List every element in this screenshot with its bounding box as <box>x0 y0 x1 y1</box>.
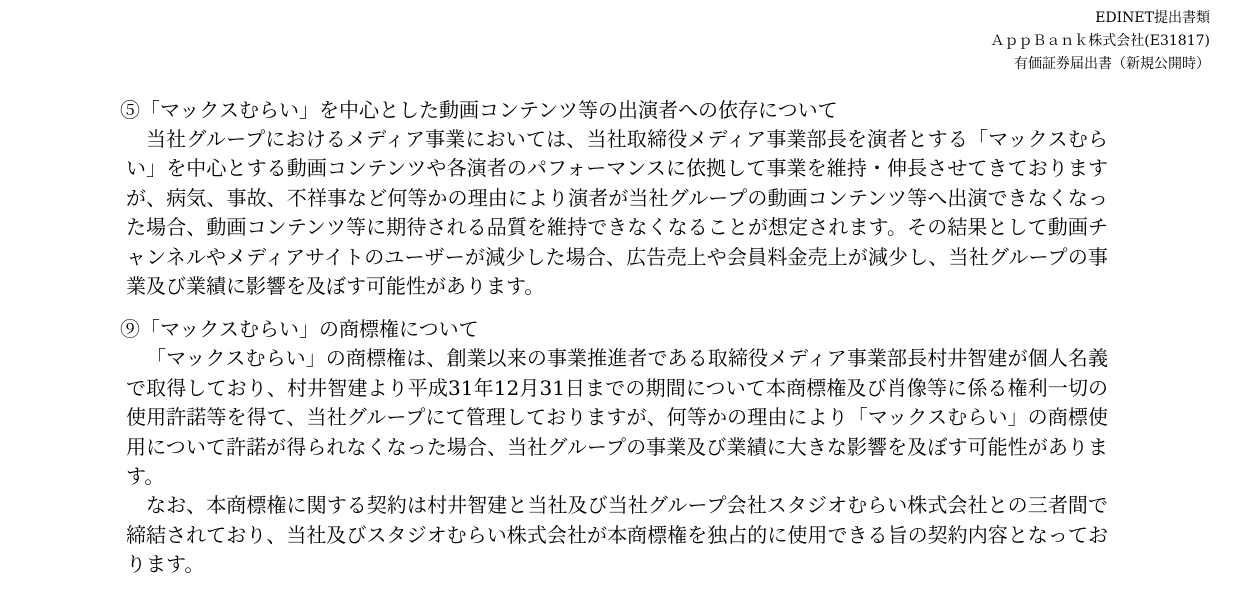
section-9-trademark-rights <box>120 315 1108 579</box>
header-company-name: ＡｐｐＢａｎｋ株式会社(E31817) <box>990 33 1210 49</box>
section-5-heading: ⑤「マックスむらい」を中心とした動画コンテンツ等の出演者への依存について <box>120 98 838 122</box>
section-9-paragraph-1: 「マックスむらい」の商標権は、創業以来の事業推進者である取締役メディア事業部長村井智建が個人名義で取得しており、村井智建より平成31年12月31日までの期間について本商標権及び肖像等に係る権利一切の使用許諾等を得て、当社グループにて管理しておりますが、何等かの理由により「マックスむらい」の商標使用について許諾が得られなくなった場合、当社グループの事業及び業績に大きな影響を及ぼす可能性があります。 <box>126 346 1108 489</box>
header-filing-type: 有価証券届出書（新規公開時） <box>1014 56 1210 72</box>
header-doc-type: EDINET提出書類 <box>1095 10 1210 26</box>
edinet-header <box>0 0 1240 76</box>
section-5-paragraph-1: 当社グループにおけるメディア事業においては、当社取締役メディア事業部長を演者とする「マックスむらい」を中心とする動画コンテンツや各演者のパフォーマンスに依拠して事業を維持・伸長させてきておりますが、病気、事故、不祥事など何等かの理由により演者が当社グループの動画コンテンツ等へ出演できなくなった場合、動画コンテンツ等に期待される品質を維持できなくなることが想定されます。その結果として動画チャンネルやメディアサイトのユーザーが減少した場合、広告売上や会員料金売上が減少し、当社グループの事業及び業績に影響を及ぼす可能性があります。 <box>126 127 1108 299</box>
section-9-paragraph-2: なお、本商標権に関する契約は村井智建と当社及び当社グループ会社スタジオむらい株式会社との三者間で締結されており、当社及びスタジオむらい株式会社が本商標権を独占的に使用できる旨の契約内容となっております。 <box>126 493 1108 577</box>
section-9-heading: ⑨「マックスむらい」の商標権について <box>120 317 479 342</box>
document-body <box>120 96 1108 580</box>
section-5-performer-dependency <box>120 96 1108 301</box>
